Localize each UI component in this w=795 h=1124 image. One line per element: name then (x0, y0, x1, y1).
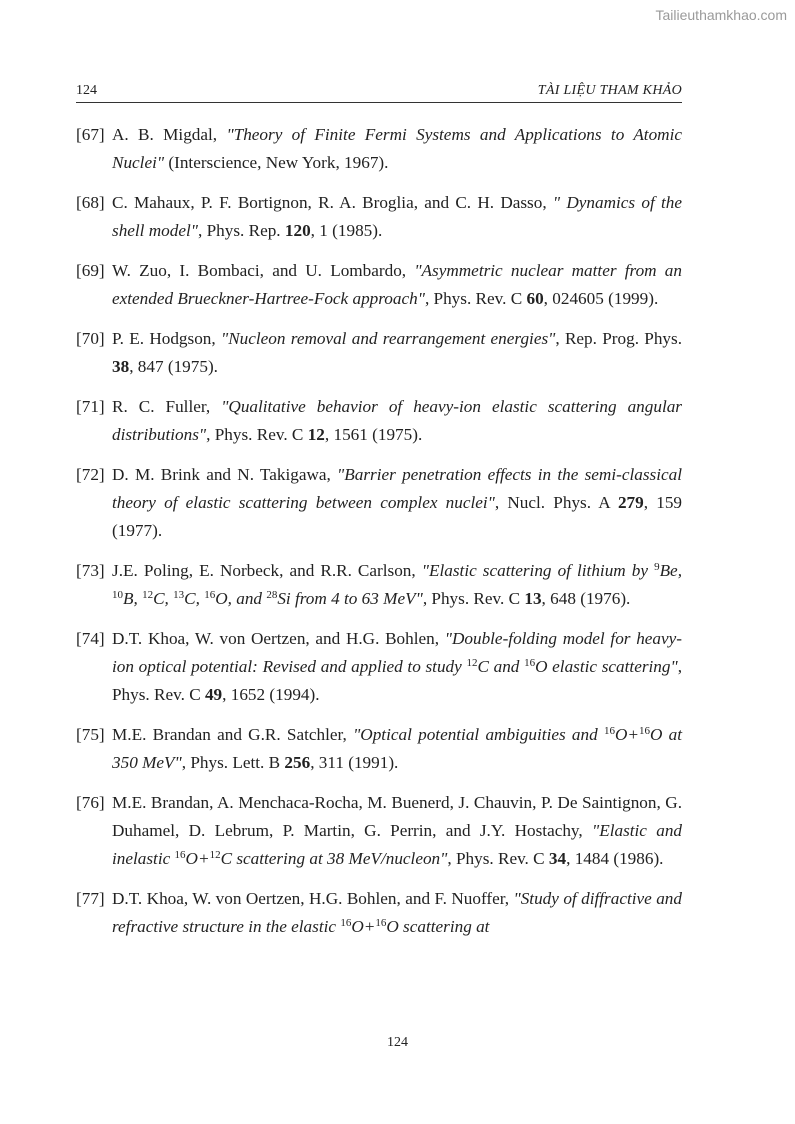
reference-title-part: "Double-folding model for heavy-ion optical potential: Revised and applied to study (112, 629, 682, 676)
reference-number: [73] (76, 561, 105, 580)
reference-number: [72] (76, 465, 105, 484)
reference-volume: 120 (284, 221, 311, 240)
reference-citation: , Phys. Rev. C (112, 657, 682, 704)
reference-item (76, 885, 682, 941)
reference-item (76, 721, 682, 777)
reference-citation: , 024605 (1999). (543, 289, 659, 308)
mass-number-superscript: 16 (603, 725, 615, 737)
reference-number: [70] (76, 329, 105, 348)
mass-number-superscript: 16 (375, 917, 387, 929)
reference-title-part: Be, (659, 561, 682, 580)
header-page-number: 124 (76, 83, 97, 98)
header-section-title: TÀI LIỆU THAM KHẢO (537, 83, 682, 98)
reference-citation: , Phys. Rep. (197, 221, 285, 240)
reference-volume: 13 (524, 589, 542, 608)
mass-number-superscript: 9 (654, 561, 660, 573)
reference-authors: W. Zuo, I. Bombaci, and U. Lombardo, (112, 261, 415, 280)
mass-number-superscript: 12 (209, 849, 221, 861)
reference-item (76, 121, 682, 177)
reference-title-part: O+ (185, 849, 210, 868)
mass-number-superscript: 12 (142, 589, 154, 601)
reference-title-part: O elastic scattering" (535, 657, 678, 676)
reference-volume: 12 (307, 425, 325, 444)
reference-title-part: O+ (614, 725, 639, 744)
reference-volume: 38 (112, 357, 130, 376)
mass-number-superscript: 10 (112, 589, 123, 601)
reference-citation: , Phys. Rev. C (424, 289, 527, 308)
reference-authors: A. B. Migdal, (112, 125, 227, 144)
reference-volume: 256 (284, 753, 311, 772)
reference-list (76, 121, 682, 953)
reference-item (76, 625, 682, 709)
reference-title-part: C scattering at 38 MeV/nucleon" (220, 849, 448, 868)
mass-number-superscript: 16 (340, 917, 352, 929)
footer-page-number: 124 (387, 1035, 408, 1050)
reference-authors: C. Mahaux, P. F. Bortignon, R. A. Broglia, and C. H. Dasso, (112, 193, 553, 212)
reference-authors: M.E. Brandan, A. Menchaca-Rocha, M. Buenerd, J. Chauvin, P. De Saintignon, G. Duhamel, D. Lebrum, P. Martin, G. Perrin, and J.Y. Hostachy, (112, 793, 682, 840)
reference-authors: D.T. Khoa, W. von Oertzen, and H.G. Bohlen, (112, 629, 445, 648)
reference-volume: 60 (526, 289, 544, 308)
watermark: Tailieuthamkhao.com (655, 7, 787, 23)
reference-citation: , 1 (1985). (310, 221, 383, 240)
mass-number-superscript: 12 (466, 657, 478, 669)
mass-number-superscript: 16 (524, 657, 536, 669)
reference-title-part: Si from 4 to 63 MeV" (277, 589, 423, 608)
reference-number: [67] (76, 125, 105, 144)
reference-item (76, 557, 682, 613)
reference-title-part: C and (477, 657, 525, 676)
reference-item (76, 257, 682, 313)
page-header (76, 83, 682, 103)
reference-volume: 279 (617, 493, 644, 512)
reference-citation: , Rep. Prog. Phys. (555, 329, 683, 348)
reference-title-part: C, (153, 589, 174, 608)
reference-number: [74] (76, 629, 105, 648)
reference-title: "Barrier penetration effects in the semi-classical theory of elastic scattering between complex nuclei" (112, 465, 682, 512)
reference-volume: 34 (548, 849, 567, 868)
reference-citation: , Phys. Rev. C (447, 849, 549, 868)
reference-number: [76] (76, 793, 105, 812)
reference-authors: R. C. Fuller, (112, 397, 222, 416)
reference-title: " Dynamics of the shell model" (112, 193, 682, 240)
reference-citation: , 1652 (1994). (222, 685, 320, 704)
reference-title-part: O, and (215, 589, 267, 608)
reference-title-part: O at 350 MeV" (112, 725, 683, 772)
reference-citation: , Phys. Lett. B (181, 753, 285, 772)
reference-title: "Qualitative behavior of heavy-ion elastic scattering angular distributions" (112, 397, 682, 444)
reference-authors: J.E. Poling, E. Norbeck, and R.R. Carlson, (112, 561, 422, 580)
reference-authors: D. M. Brink and N. Takigawa, (112, 465, 338, 484)
reference-title-part: B, (123, 589, 143, 608)
mass-number-superscript: 13 (173, 589, 185, 601)
reference-citation: , Phys. Rev. C (206, 425, 308, 444)
reference-title-part: "Elastic and inelastic (112, 821, 683, 868)
reference-title-part: "Elastic scattering of lithium by (421, 561, 655, 580)
reference-title-part: O scattering at (386, 917, 490, 936)
reference-authors: P. E. Hodgson, (112, 329, 221, 348)
reference-title-part: "Optical potential ambiguities and (353, 725, 604, 744)
reference-title: "Nucleon removal and rearrangement energies" (220, 329, 556, 348)
reference-title: "Theory of Finite Fermi Systems and Applications to Atomic Nuclei" (112, 125, 682, 172)
reference-authors: M.E. Brandan and G.R. Satchler, (112, 725, 354, 744)
reference-title-part: C, (184, 589, 205, 608)
reference-title-part: O+ (351, 917, 376, 936)
reference-item (76, 189, 682, 245)
reference-number: [68] (76, 193, 105, 212)
reference-citation: , 847 (1975). (129, 357, 218, 376)
mass-number-superscript: 28 (266, 589, 278, 601)
reference-number: [75] (76, 725, 105, 744)
mass-number-superscript: 16 (638, 725, 650, 737)
reference-citation: , 1561 (1975). (324, 425, 423, 444)
reference-title-part: "Study of diffractive and refractive structure in the elastic (112, 889, 682, 936)
reference-number: [71] (76, 397, 105, 416)
mass-number-superscript: 16 (174, 849, 186, 861)
reference-volume: 49 (204, 685, 223, 704)
mass-number-superscript: 16 (204, 589, 216, 601)
reference-title: "Asymmetric nuclear matter from an extended Brueckner-Hartree-Fock approach" (112, 261, 682, 308)
reference-citation: , 311 (1991). (310, 753, 399, 772)
reference-authors: D.T. Khoa, W. von Oertzen, H.G. Bohlen, and F. Nuoffer, (112, 889, 514, 908)
reference-citation: , Phys. Rev. C (422, 589, 525, 608)
reference-citation: , 159 (1977). (112, 493, 683, 540)
reference-number: [69] (76, 261, 105, 280)
reference-citation: , Nucl. Phys. A (494, 493, 618, 512)
reference-number: [77] (76, 889, 105, 908)
reference-item (76, 325, 682, 381)
reference-citation: , 1484 (1986). (566, 849, 664, 868)
reference-item (76, 789, 682, 873)
reference-citation: (Interscience, New York, 1967). (164, 153, 389, 172)
reference-item (76, 461, 682, 545)
reference-citation: , 648 (1976). (541, 589, 631, 608)
reference-item (76, 393, 682, 449)
